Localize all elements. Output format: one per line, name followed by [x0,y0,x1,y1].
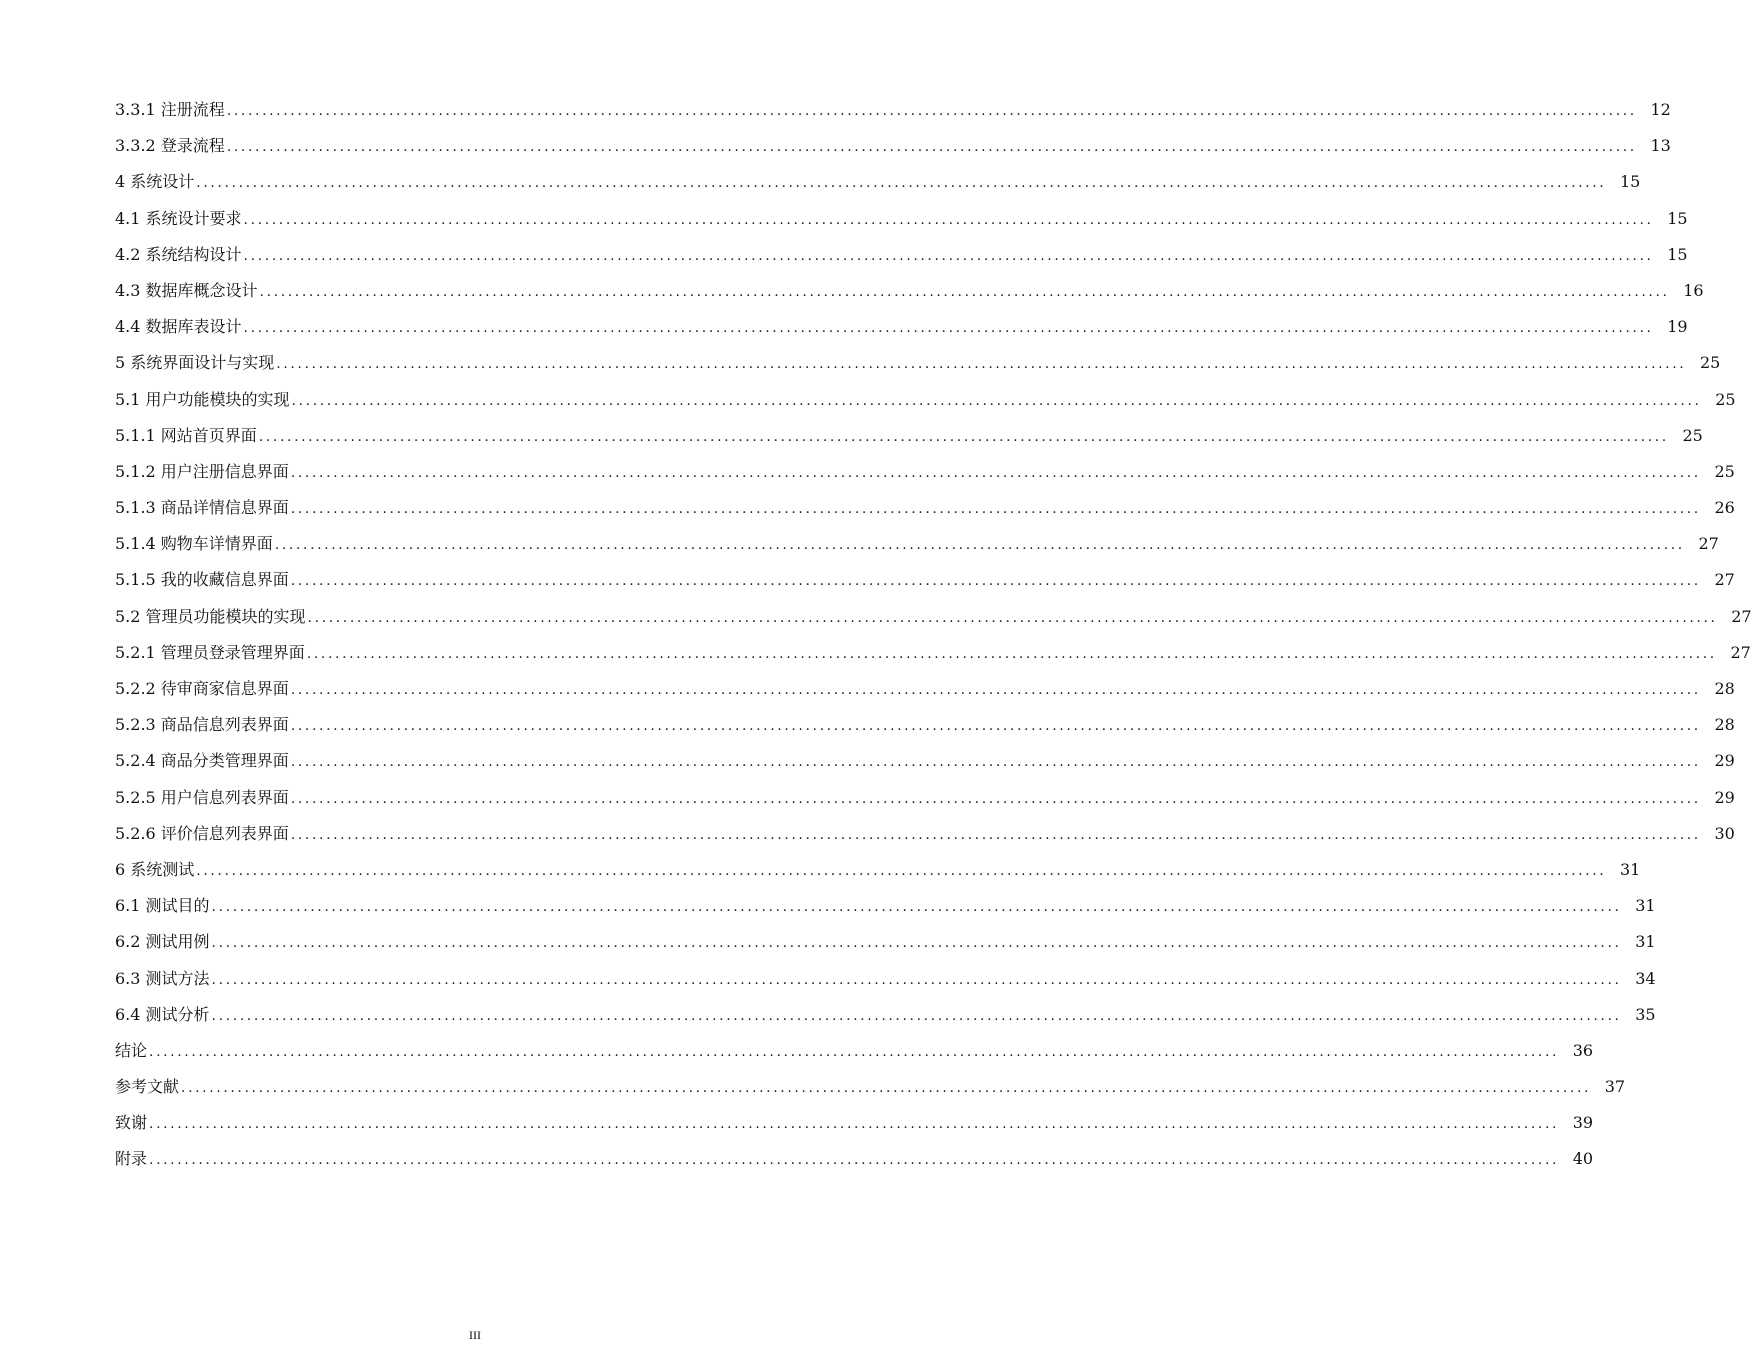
toc-entry[interactable] [115,382,1736,418]
toc-entry[interactable] [115,780,1735,816]
toc-entry-title: 6.1 测试目的 [115,896,210,916]
toc-entry-title: 5.2.4 商品分类管理界面 [115,751,289,771]
toc-entry-title: 5.2.2 待审商家信息界面 [115,679,289,698]
toc-dot-leader: ........................................................................................................................................................................................................ [149,1152,1560,1169]
toc-entry-page: 27 [1730,642,1751,662]
toc-entry-title: 4 系统设计 [115,172,195,192]
toc-dot-leader: ........................................................................................................................................................................................................ [258,428,1669,445]
toc-entry-page: 31 [1619,859,1641,879]
toc-entry-title: 5.2.5 用户信息列表界面 [115,787,289,807]
toc-dot-leader: ........................................................................................................................................................................................................ [290,790,1701,807]
toc-entry-page: 31 [1635,932,1656,952]
toc-entry-title: 6.4 测试分析 [115,1004,210,1024]
toc-entry[interactable] [115,599,1752,635]
toc-entry-title: 5.1.1 网站首页界面 [115,425,257,445]
toc-entry[interactable] [115,852,1641,888]
toc-entry[interactable] [115,309,1688,345]
toc-dot-leader: ........................................................................................................................................................................................................ [291,392,1702,409]
toc-entry-page: 28 [1714,679,1735,698]
toc-entry-page: 25 [1715,389,1736,409]
toc-entry[interactable] [115,888,1656,924]
toc-entry-page: 27 [1714,570,1735,590]
toc-dot-leader: ........................................................................................................................................................................................................ [290,718,1701,735]
toc-dot-leader: ........................................................................................................................................................................................................ [211,1007,1622,1024]
toc-entry-page: 40 [1572,1149,1594,1169]
toc-entry-page: 27 [1731,606,1752,626]
toc-dot-leader: ........................................................................................................................................................................................................ [211,971,1622,988]
toc-entry-page: 25 [1682,425,1703,445]
toc-entry-title: 5.2.1 管理员登录管理界面 [115,642,305,662]
toc-entry[interactable] [115,490,1735,526]
toc-entry-title: 5.2 管理员功能模块的实现 [115,606,306,626]
toc-dot-leader: ........................................................................................................................................................................................................ [181,1080,1592,1097]
toc-entry[interactable] [115,816,1735,852]
toc-entry[interactable] [115,418,1703,454]
toc-entry[interactable] [115,273,1704,309]
toc-entry-title: 5.1.3 商品详情信息界面 [115,498,289,518]
toc-dot-leader: ........................................................................................................................................................................................................ [211,899,1622,916]
toc-entry-page: 35 [1635,1004,1656,1024]
toc-dot-leader: ........................................................................................................................................................................................................ [243,247,1654,264]
toc-entry-page: 26 [1714,498,1735,518]
toc-entry-title: 附录 [115,1149,148,1169]
toc-entry-title: 4.4 数据库表设计 [115,317,242,337]
toc-entry[interactable] [115,1069,1626,1105]
toc-entry-page: 27 [1698,534,1719,554]
toc-dot-leader: ........................................................................................................................................................................................................ [307,609,1718,626]
toc-entry-page: 25 [1699,353,1721,373]
toc-dot-leader: ........................................................................................................................................................................................................ [290,754,1701,771]
toc-entry-title: 5.1.4 购物车详情界面 [115,534,273,554]
toc-dot-leader: ........................................................................................................................................................................................................ [259,283,1670,300]
toc-dot-leader: ........................................................................................................................................................................................................ [306,645,1717,662]
toc-dot-leader: ........................................................................................................................................................................................................ [149,1116,1560,1133]
toc-entry-title: 参考文献 [115,1077,180,1097]
toc-entry[interactable] [115,92,1671,128]
toc-entry-page: 29 [1714,787,1735,807]
toc-entry[interactable] [115,128,1671,164]
toc-entry-page: 15 [1667,244,1688,264]
toc-entry-title: 4.2 系统结构设计 [115,244,242,264]
toc-entry[interactable] [115,707,1735,743]
toc-dot-leader: ........................................................................................................................................................................................................ [226,103,1637,119]
toc-entry[interactable] [115,671,1735,707]
toc-dot-leader: ........................................................................................................................................................................................................ [149,1043,1560,1060]
toc-entry-page: 29 [1714,751,1735,771]
toc-entry[interactable] [115,1105,1594,1141]
toc-entry[interactable] [115,201,1688,237]
toc-entry[interactable] [115,237,1688,273]
toc-entry-title: 6.2 测试用例 [115,932,210,952]
toc-entry[interactable] [115,454,1735,490]
toc-dot-leader: ........................................................................................................................................................................................................ [243,211,1654,228]
toc-entry-page: 16 [1683,280,1704,300]
toc-entry-page: 13 [1650,136,1671,156]
toc-entry[interactable] [115,743,1735,779]
toc-dot-leader: ........................................................................................................................................................................................................ [226,139,1637,156]
toc-entry-title: 致谢 [115,1113,148,1133]
toc-dot-leader: ........................................................................................................................................................................................................ [276,356,1687,373]
toc-entry-page: 15 [1619,172,1641,192]
toc-dot-leader: ........................................................................................................................................................................................................ [290,501,1701,518]
toc-dot-leader: ........................................................................................................................................................................................................ [196,862,1607,879]
toc-entry-title: 5.1.2 用户注册信息界面 [115,461,289,481]
toc-entry-title: 5.1.5 我的收藏信息界面 [115,570,289,590]
toc-entry[interactable] [115,164,1641,200]
toc-entry[interactable] [115,961,1656,997]
toc-entry-title: 4.3 数据库概念设计 [115,280,258,300]
toc-entry[interactable] [115,1141,1594,1177]
toc-entry-page: 15 [1667,208,1688,228]
toc-entry[interactable] [115,1033,1594,1069]
toc-entry-page: 36 [1572,1040,1594,1060]
toc-dot-leader: ........................................................................................................................................................................................................ [211,935,1622,952]
toc-entry[interactable] [115,635,1751,671]
toc-dot-leader: ........................................................................................................................................................................................................ [290,826,1701,843]
toc-entry-title: 5.2.3 商品信息列表界面 [115,715,289,735]
toc-entry-page: 30 [1714,823,1735,843]
toc-entry[interactable] [115,997,1656,1033]
toc-entry-title: 5.2.6 评价信息列表界面 [115,823,289,843]
toc-entry-page: 19 [1667,317,1688,337]
toc-entry-title: 6 系统测试 [115,859,195,879]
toc-entry[interactable] [115,924,1656,960]
toc-entry-title: 6.3 测试方法 [115,968,210,988]
toc-entry-title: 4.1 系统设计要求 [115,208,242,228]
toc-entry-page: 25 [1714,461,1735,481]
toc-entry-title: 3.3.1 注册流程 [115,100,225,119]
toc-entry-title: 3.3.2 登录流程 [115,136,225,156]
toc-dot-leader: ........................................................................................................................................................................................................ [290,682,1701,698]
toc-entry-title: 结论 [115,1040,148,1060]
toc-entry[interactable] [115,345,1721,381]
page-number: III [469,1328,481,1342]
toc-entry-page: 28 [1714,715,1735,735]
toc-entry[interactable] [115,526,1719,562]
toc-entry-page: 34 [1635,968,1656,988]
toc-entry-page: 39 [1572,1113,1594,1133]
toc-entry-page: 37 [1604,1077,1626,1097]
toc-dot-leader: ........................................................................................................................................................................................................ [290,464,1701,481]
toc-entry-page: 12 [1650,100,1671,119]
toc-dot-leader: ........................................................................................................................................................................................................ [290,573,1701,590]
toc-entry-title: 5.1 用户功能模块的实现 [115,389,290,409]
toc-entry-title: 5 系统界面设计与实现 [115,353,275,373]
toc-entry-page: 31 [1635,896,1656,916]
toc-entry[interactable] [115,562,1735,598]
table-of-contents [115,92,1752,1178]
toc-dot-leader: ........................................................................................................................................................................................................ [243,320,1654,337]
toc-dot-leader: ........................................................................................................................................................................................................ [274,537,1685,554]
toc-dot-leader: ........................................................................................................................................................................................................ [196,175,1607,192]
